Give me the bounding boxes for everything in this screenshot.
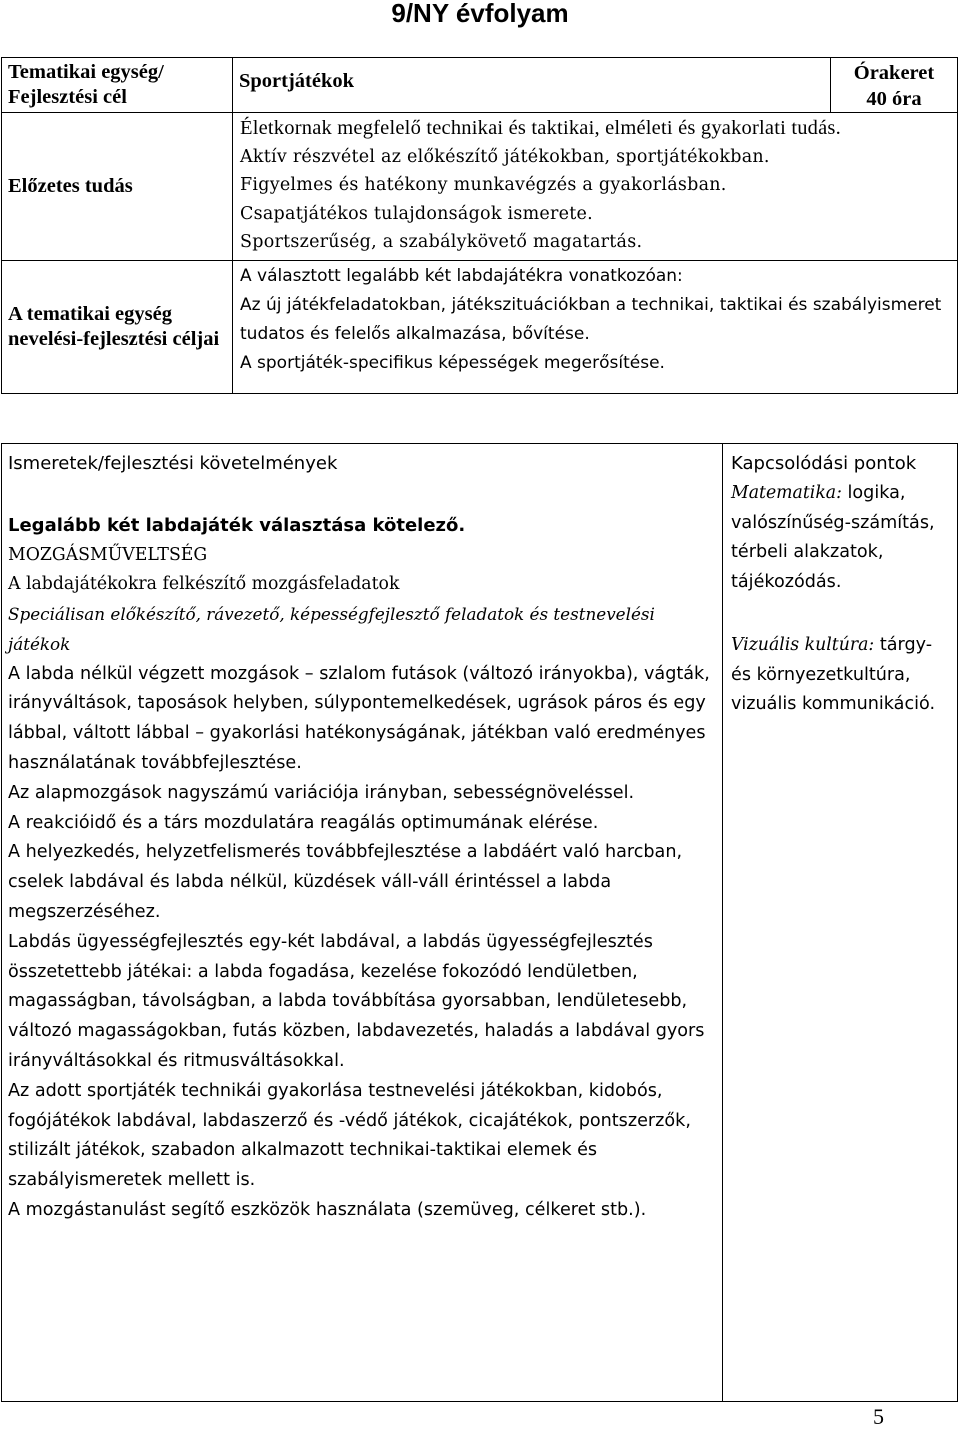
requirement-paragraph: Az adott sportjáték technikái gyakorlása testnevelési játékokban, kidobós, fogójátékok labdával, labdaszerző és -védő játékok, cicajátékok, pontszerzők, stilizált játékok, szabadon alkalmazott technikai-taktikai elemek és szabályismeretek mellett is.	[8, 1080, 691, 1191]
unit-table	[1, 57, 958, 394]
unit-header-row	[2, 58, 958, 113]
prior-line: Életkornak megfelelő technikai és taktikai, elméleti és gyakorlati tudás.	[240, 117, 841, 139]
unit-label: Tematikai egység/ Fejlesztési cél	[2, 58, 233, 113]
link-subject: Vizuális kultúra:	[731, 635, 875, 655]
requirement-paragraph: A mozgástanulást segítő eszközök használata (szemüveg, célkeret stb.).	[8, 1200, 647, 1221]
goal-line: A választott legalább két labdajátékra vonatkozóan:	[240, 265, 683, 286]
goals-label: A tematikai egység nevelési-fejlesztési céljai	[2, 260, 233, 393]
requirement-paragraph: A reakcióidő és a társ mozdulatára reagálás optimumának elérése.	[8, 812, 599, 833]
section-title: MOZGÁSMŰVELTSÉG	[8, 544, 208, 565]
italic-subtitle: Speciálisan előkészítő, rávezető, képességfejlesztő feladatok és testnevelési játékok	[8, 604, 655, 654]
links-cell	[723, 444, 958, 1402]
goal-line: A sportjáték-specifikus képességek megerősítése.	[240, 352, 665, 373]
link-subject: Matematika:	[731, 483, 842, 503]
unit-title: Sportjátékok	[233, 58, 831, 113]
requirement-paragraph: Az alapmozgások nagyszámú variációja irányban, sebességnöveléssel.	[8, 782, 635, 803]
requirement-paragraph: A labda nélkül végzett mozgások – szlalom futások (változó irányokba), vágták, irányváltások, taposások helyben, súlypontemelkedések, ugrások páros és egy lábbal, váltott lábbal – gyakorlási hatékonyságának, játékban való eredményes használatának továbbfejlesztése.	[8, 663, 710, 774]
link-text: logika, valószínűség-számítás, térbeli alakzatok, tájékozódás.	[731, 483, 935, 592]
requirements-table	[1, 443, 958, 1402]
links-header: Kapcsolódási pontok	[731, 453, 917, 474]
prior-knowledge-row	[2, 113, 958, 261]
prior-line: Figyelmes és hatékony munkavégzés a gyakorlásban.	[240, 175, 727, 195]
link-math	[731, 479, 951, 597]
prior-knowledge-label: Előzetes tudás	[2, 113, 233, 261]
prior-knowledge-text	[233, 113, 958, 261]
requirement-paragraph: A helyezkedés, helyzetfelismerés továbbfejlesztése a labdáért való harcban, cselek labdával és labda nélkül, küzdések váll-váll érintéssel a labda megszerzéséhez.	[8, 842, 683, 923]
prior-line: Csapatjátékos tulajdonságok ismerete.	[240, 203, 593, 224]
requirement-paragraph: Labdás ügyességfejlesztés egy-két labdával, a labdás ügyességfejlesztés összetettebb játékai: a labda fogadása, kezelése fokozódó lendületben, magasságban, távolságban, a labda továbbítása gyorsabban, lendületesebb, változó magasságokban, futás közben, labdavezetés, haladás a labdával gyors irányváltásokkal és ritmusváltásokkal.	[8, 931, 705, 1072]
goals-text	[233, 260, 958, 393]
mandatory-note: Legalább két labdajáték választása kötelező.	[8, 515, 466, 536]
prior-line: Aktív részvétel az előkészítő játékokban, sportjátékokban.	[240, 146, 770, 167]
page-number: 5	[873, 1404, 884, 1429]
link-visual	[731, 631, 951, 720]
requirements-cell	[2, 444, 723, 1402]
subsection-title: A labdajátékokra felkészítő mozgásfeladatok	[8, 574, 400, 595]
goal-line: Az új játékfeladatokban, játékszituációkban a technikai, taktikai és szabályismeret tudatos és felelős alkalmazása, bővítése.	[240, 294, 942, 344]
page-title: 9/NY évfolyam	[391, 0, 569, 28]
goals-row	[2, 260, 958, 393]
hours-label: Órakeret	[853, 62, 935, 84]
hours-value: 40 óra	[866, 88, 922, 110]
hours-cell	[831, 58, 958, 113]
link-text: tárgy- és környezetkultúra, vizuális kommunikáció.	[731, 635, 936, 714]
requirements-row	[2, 444, 958, 1402]
requirements-header: Ismeretek/fejlesztési követelmények	[8, 453, 338, 474]
prior-line: Sportszerűség, a szabálykövető magatartás.	[240, 232, 643, 252]
